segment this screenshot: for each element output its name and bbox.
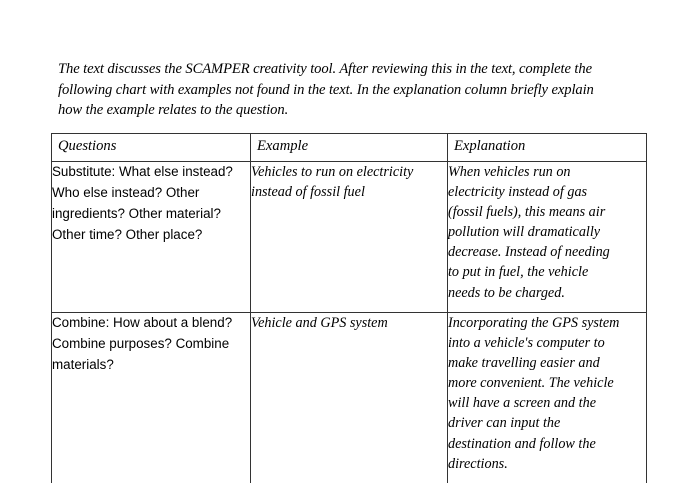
- explanation-line: destination and follow the: [447, 435, 596, 452]
- question-line: Other time? Other place?: [52, 226, 203, 242]
- question-line: ingredients? Other material?: [52, 205, 221, 221]
- question-line: Combine purposes? Combine: [52, 335, 230, 351]
- explanation-line: pollution will dramatically: [447, 224, 601, 241]
- table-row-substitute: [52, 162, 647, 313]
- example-line: instead of fossil fuel: [251, 184, 365, 201]
- question-line: Who else instead? Other: [52, 184, 200, 200]
- explanation-line: When vehicles run on: [447, 164, 571, 180]
- explanation-line: directions.: [447, 455, 508, 472]
- question-cell[interactable]: [52, 162, 251, 313]
- explanation-line: decrease. Instead of needing: [447, 244, 610, 261]
- explanation-cell[interactable]: [447, 313, 646, 484]
- explanation-line: electricity instead of gas: [447, 184, 588, 201]
- explanation-line: make travelling easier and: [447, 355, 600, 372]
- table-row-combine: [52, 313, 647, 484]
- instructions-line: The text discusses the SCAMPER creativity tool. After reviewing this in the text, complete the: [58, 61, 592, 77]
- explanation-line: to put in fuel, the vehicle: [447, 264, 589, 281]
- question-line: Substitute: What else instead?: [52, 164, 233, 179]
- example-line: Vehicles to run on electricity: [251, 164, 414, 180]
- explanation-line: will have a screen and the: [447, 395, 596, 412]
- question-line: materials?: [52, 356, 114, 372]
- explanation-line: needs to be charged.: [447, 284, 565, 301]
- explanation-line: (fossil fuels), this means air: [447, 204, 606, 221]
- header-explanation: Explanation: [447, 134, 646, 162]
- explanation-cell[interactable]: [447, 162, 646, 313]
- instructions-paragraph: [58, 59, 658, 121]
- explanation-line: driver can input the: [447, 415, 561, 432]
- question-cell[interactable]: [52, 313, 251, 484]
- example-cell[interactable]: [251, 162, 448, 313]
- table-header-row: [52, 134, 647, 162]
- instructions-line: following chart with examples not found in the text. In the explanation column briefly explain: [58, 81, 594, 98]
- explanation-line: more convenient. The vehicle: [447, 375, 614, 392]
- example-line: Vehicle and GPS system: [251, 315, 388, 331]
- explanation-line: Incorporating the GPS system: [447, 315, 620, 331]
- instructions-line: how the example relates to the question.: [58, 102, 289, 118]
- header-questions: Questions: [52, 134, 251, 162]
- scamper-chart-table: [51, 133, 647, 483]
- question-line: Combine: How about a blend?: [52, 315, 233, 330]
- explanation-line: into a vehicle's computer to: [447, 335, 605, 352]
- example-cell[interactable]: [251, 313, 448, 484]
- header-example: Example: [251, 134, 448, 162]
